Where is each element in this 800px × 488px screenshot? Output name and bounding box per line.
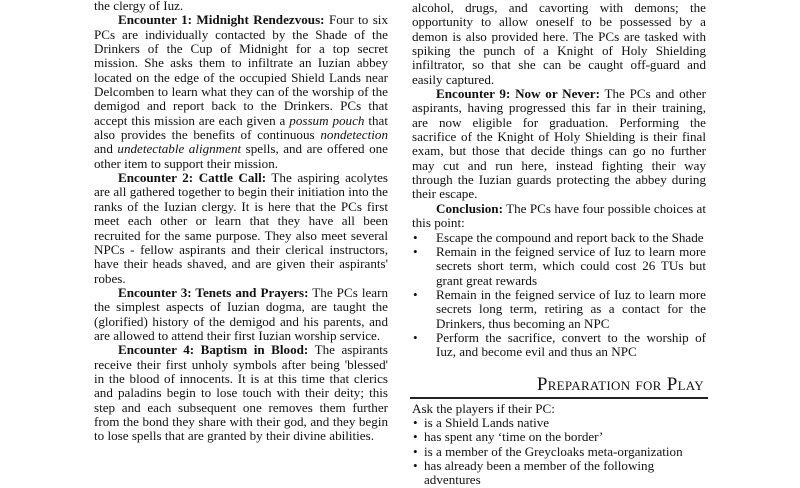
left-column <box>94 0 388 444</box>
encounter-title: Encounter 4: Baptism in Blood: <box>118 342 309 358</box>
section-heading: Preparation for Play <box>536 373 704 395</box>
encounter-3: Encounter 3: Tenets and Prayers: The PCs learn the simplest aspects of Iuzian dogma, are taught the (glorified) history of the demigod and his parents, and are allowed to attend their first Iuzian worship service. <box>94 284 388 343</box>
section-divider <box>410 397 708 399</box>
list-item: • has already been a member of the following adventures <box>412 459 706 488</box>
list-item: • Escape the compound and report back to the Shade <box>412 231 706 245</box>
encounter-title: Encounter 2: Cattle Call: <box>118 170 267 186</box>
conclusion-choices <box>412 231 706 360</box>
encounter-2: Encounter 2: Cattle Call: The aspiring acolytes are all gathered together to begin their initiation into the ranks of the Iuzian clergy. It is here that the PCs first meet each other or learn that they have all been recruited for the same purpose. They also meet several NPCs - fellow aspirants and their clerical instructors, have their heads shaved, and are given their aspirants' robes. <box>94 170 388 286</box>
conclusion: Conclusion: The PCs have four possible choices at this point: <box>412 200 706 231</box>
encounter-1: Encounter 1: Midnight Rendezvous: Four to six PCs are individually contacted by the Shade of the Drinkers of the Cup of Midnight for a top secret mission. She asks them to infiltrate an Iuzian abbey located on the edge of the occupied Shield Lands near Delcomben to learn what they can of the worship of the demigod and report back to the Drinkers. PCs that accept this mission are each given a possum pouch that also provides the benefits of continuous nondetection and undetectable alignment spells, and are offered one other item to support their mission. <box>94 12 388 171</box>
continued-text: alcohol, drugs, and cavorting with demons; the opportunity to allow oneself to be possessed by a demon is also provided here. The PCs are tasked with spiking the punch of a Knight of Holy Shielding infiltrator, so that she can be caught off-guard and easily captured. <box>412 0 706 87</box>
encounter-4: Encounter 4: Baptism in Blood: The aspirants receive their first unholy symbols after being 'blessed' in the blood of innocents. It is at this time that clerics and paladins begin to lose touch with their deity; this step and each subsequent one removes them further from the bond they share with their god, and they begin to lose spells that are granted by their divine abilities. <box>94 342 388 444</box>
prep-list <box>412 416 706 488</box>
encounter-title: Encounter 3: Tenets and Prayers: <box>118 284 309 300</box>
prep-intro: Ask the players if their PC: <box>412 400 555 416</box>
list-item: • Perform the sacrifice, convert to the worship of Iuz, and become evil and thus an NPC <box>412 331 706 360</box>
encounter-title: Encounter 1: Midnight Rendezvous: <box>118 12 325 28</box>
list-item: • Remain in the feigned service of Iuz to learn more secrets short term, which could cost 26 TUs but grant great rewards <box>412 245 706 288</box>
intro-tail: the clergy of Iuz. <box>94 0 184 13</box>
encounter-title: Encounter 9: Now or Never: <box>436 86 600 102</box>
conclusion-title: Conclusion: <box>436 200 503 216</box>
right-column <box>412 1 706 488</box>
list-item: • is a Shield Lands native <box>412 416 706 430</box>
list-item: • has spent any ‘time on the border’ <box>412 430 706 444</box>
list-item: • Remain in the feigned service of Iuz to learn more secrets long term, retiring as a contact for the Drinkers, thus becoming an NPC <box>412 288 706 331</box>
list-item: • is a member of the Greycloaks meta-organization <box>412 445 706 459</box>
encounter-9: Encounter 9: Now or Never: The PCs and other aspirants, having progressed this far in their training, are now eligible for graduation. Performing the sacrifice of the Knight of Holy Shielding is their final exam, but those that decide things can go no further may cut and run here, instead fighting their way through the Iuzian guards protecting the abbey during their escape. <box>412 86 706 202</box>
